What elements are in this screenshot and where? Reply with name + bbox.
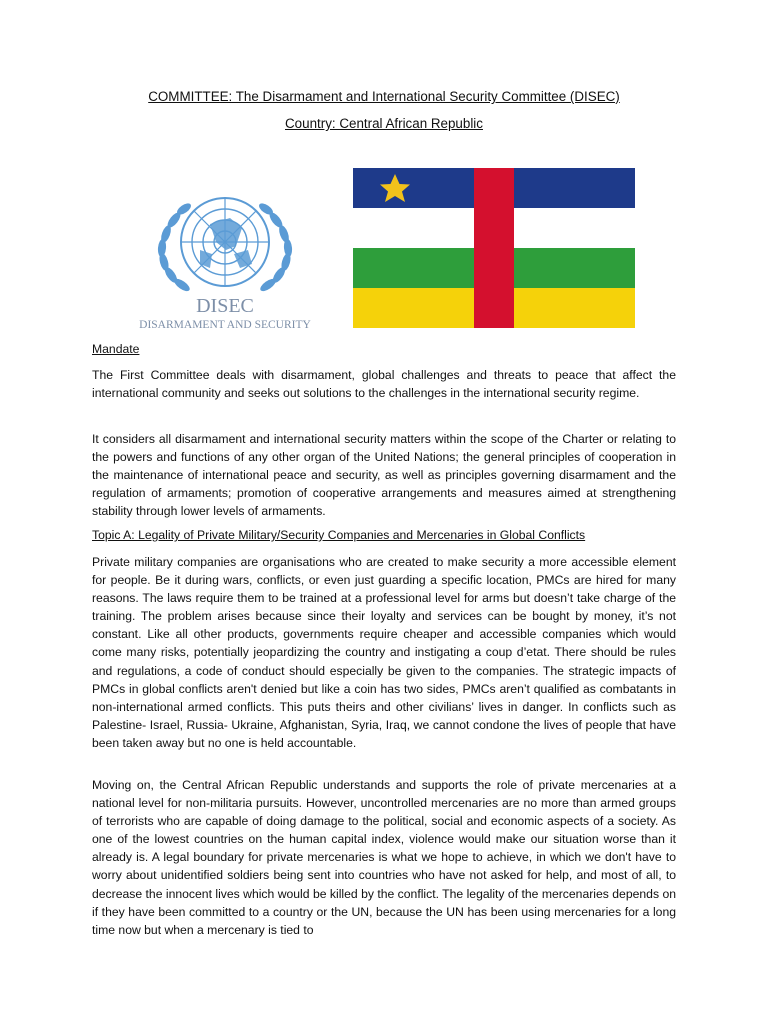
central-african-republic-flag — [353, 168, 635, 328]
disec-logo — [130, 176, 320, 332]
country-heading: Country: Central African Republic — [285, 116, 483, 131]
mandate-paragraph-1: The First Committee deals with disarmament, global challenges and threats to peace that affect the international community and seeks out solutions to the challenges in the international security regime. — [92, 368, 676, 401]
mandate-paragraph-2: It considers all disarmament and international security matters within the scope of the Charter or relating to the powers and functions of any other organ of the United Nations; the general principles of cooperation in the maintenance of international peace and security, as well as principles governing disarmament and the regulation of armaments; promotion of cooperative arrangements and measures aimed at strengthening stability through lower levels of armaments. — [92, 432, 676, 519]
un-emblem-icon — [157, 198, 293, 293]
topic-paragraph-2: Moving on, the Central African Republic understands and supports the role of private mercenaries at a national level for non-militaria pursuits. However, uncontrolled mercenaries are no more than armed groups of terrorists who are capable of doing damage to the political, social and economic aspects of a society. As one of the lowest countries on the human capital index, violence would make our situation worse than it already is. A legal boundary for private mercenaries is what we hope to achieve, in which we don't have to worry about unidentified soldiers being sent into countries who have not asked for help, and most of all, to decrease the innocent lives which would be killed by the conflict. The legality of the mercenaries depends on if they have been committed to a country or the UN, because the UN has been using mercenaries for a long time now but when a mercenary is tied to — [92, 778, 676, 937]
topic-heading: Topic A: Legality of Private Military/Security Companies and Mercenaries in Global Conflicts — [92, 528, 586, 542]
committee-heading: COMMITTEE: The Disarmament and International Security Committee (DISEC) — [148, 89, 620, 104]
logo-subtitle: DISARMAMENT AND SECURITY — [139, 319, 311, 331]
logo-title: DISEC — [196, 295, 254, 317]
mandate-heading: Mandate — [92, 342, 140, 356]
topic-paragraph-1: Private military companies are organisations who are created to make security a more accessible element for people. Be it during wars, conflicts, or even just guarding a specific location, PMCs are hired for many reasons. The laws require them to be trained at a professional level for arms but doesn’t take charge of the training. The problem arises because since their loyalty and services can be bought by money, it’s not constant. Like all other products, governments require cheaper and accessible companies which would come many risks, potentially jeopardizing the country and instigating a coup d’etat. There should be rules and regulations, a code of conduct should especially be given to the companies. The strategic impacts of PMCs in global conflicts aren't denied but like a coin has two sides, PMCs aren’t qualified as combatants in non-international armed conflicts. This puts theirs and other civilians’ lives in danger. In conflicts such as Palestine- Israel, Russia- Ukraine, Afghanistan, Syria, Iraq, we cannot condone the lives of people that have been taken away but no one is held accountable. — [92, 555, 676, 750]
